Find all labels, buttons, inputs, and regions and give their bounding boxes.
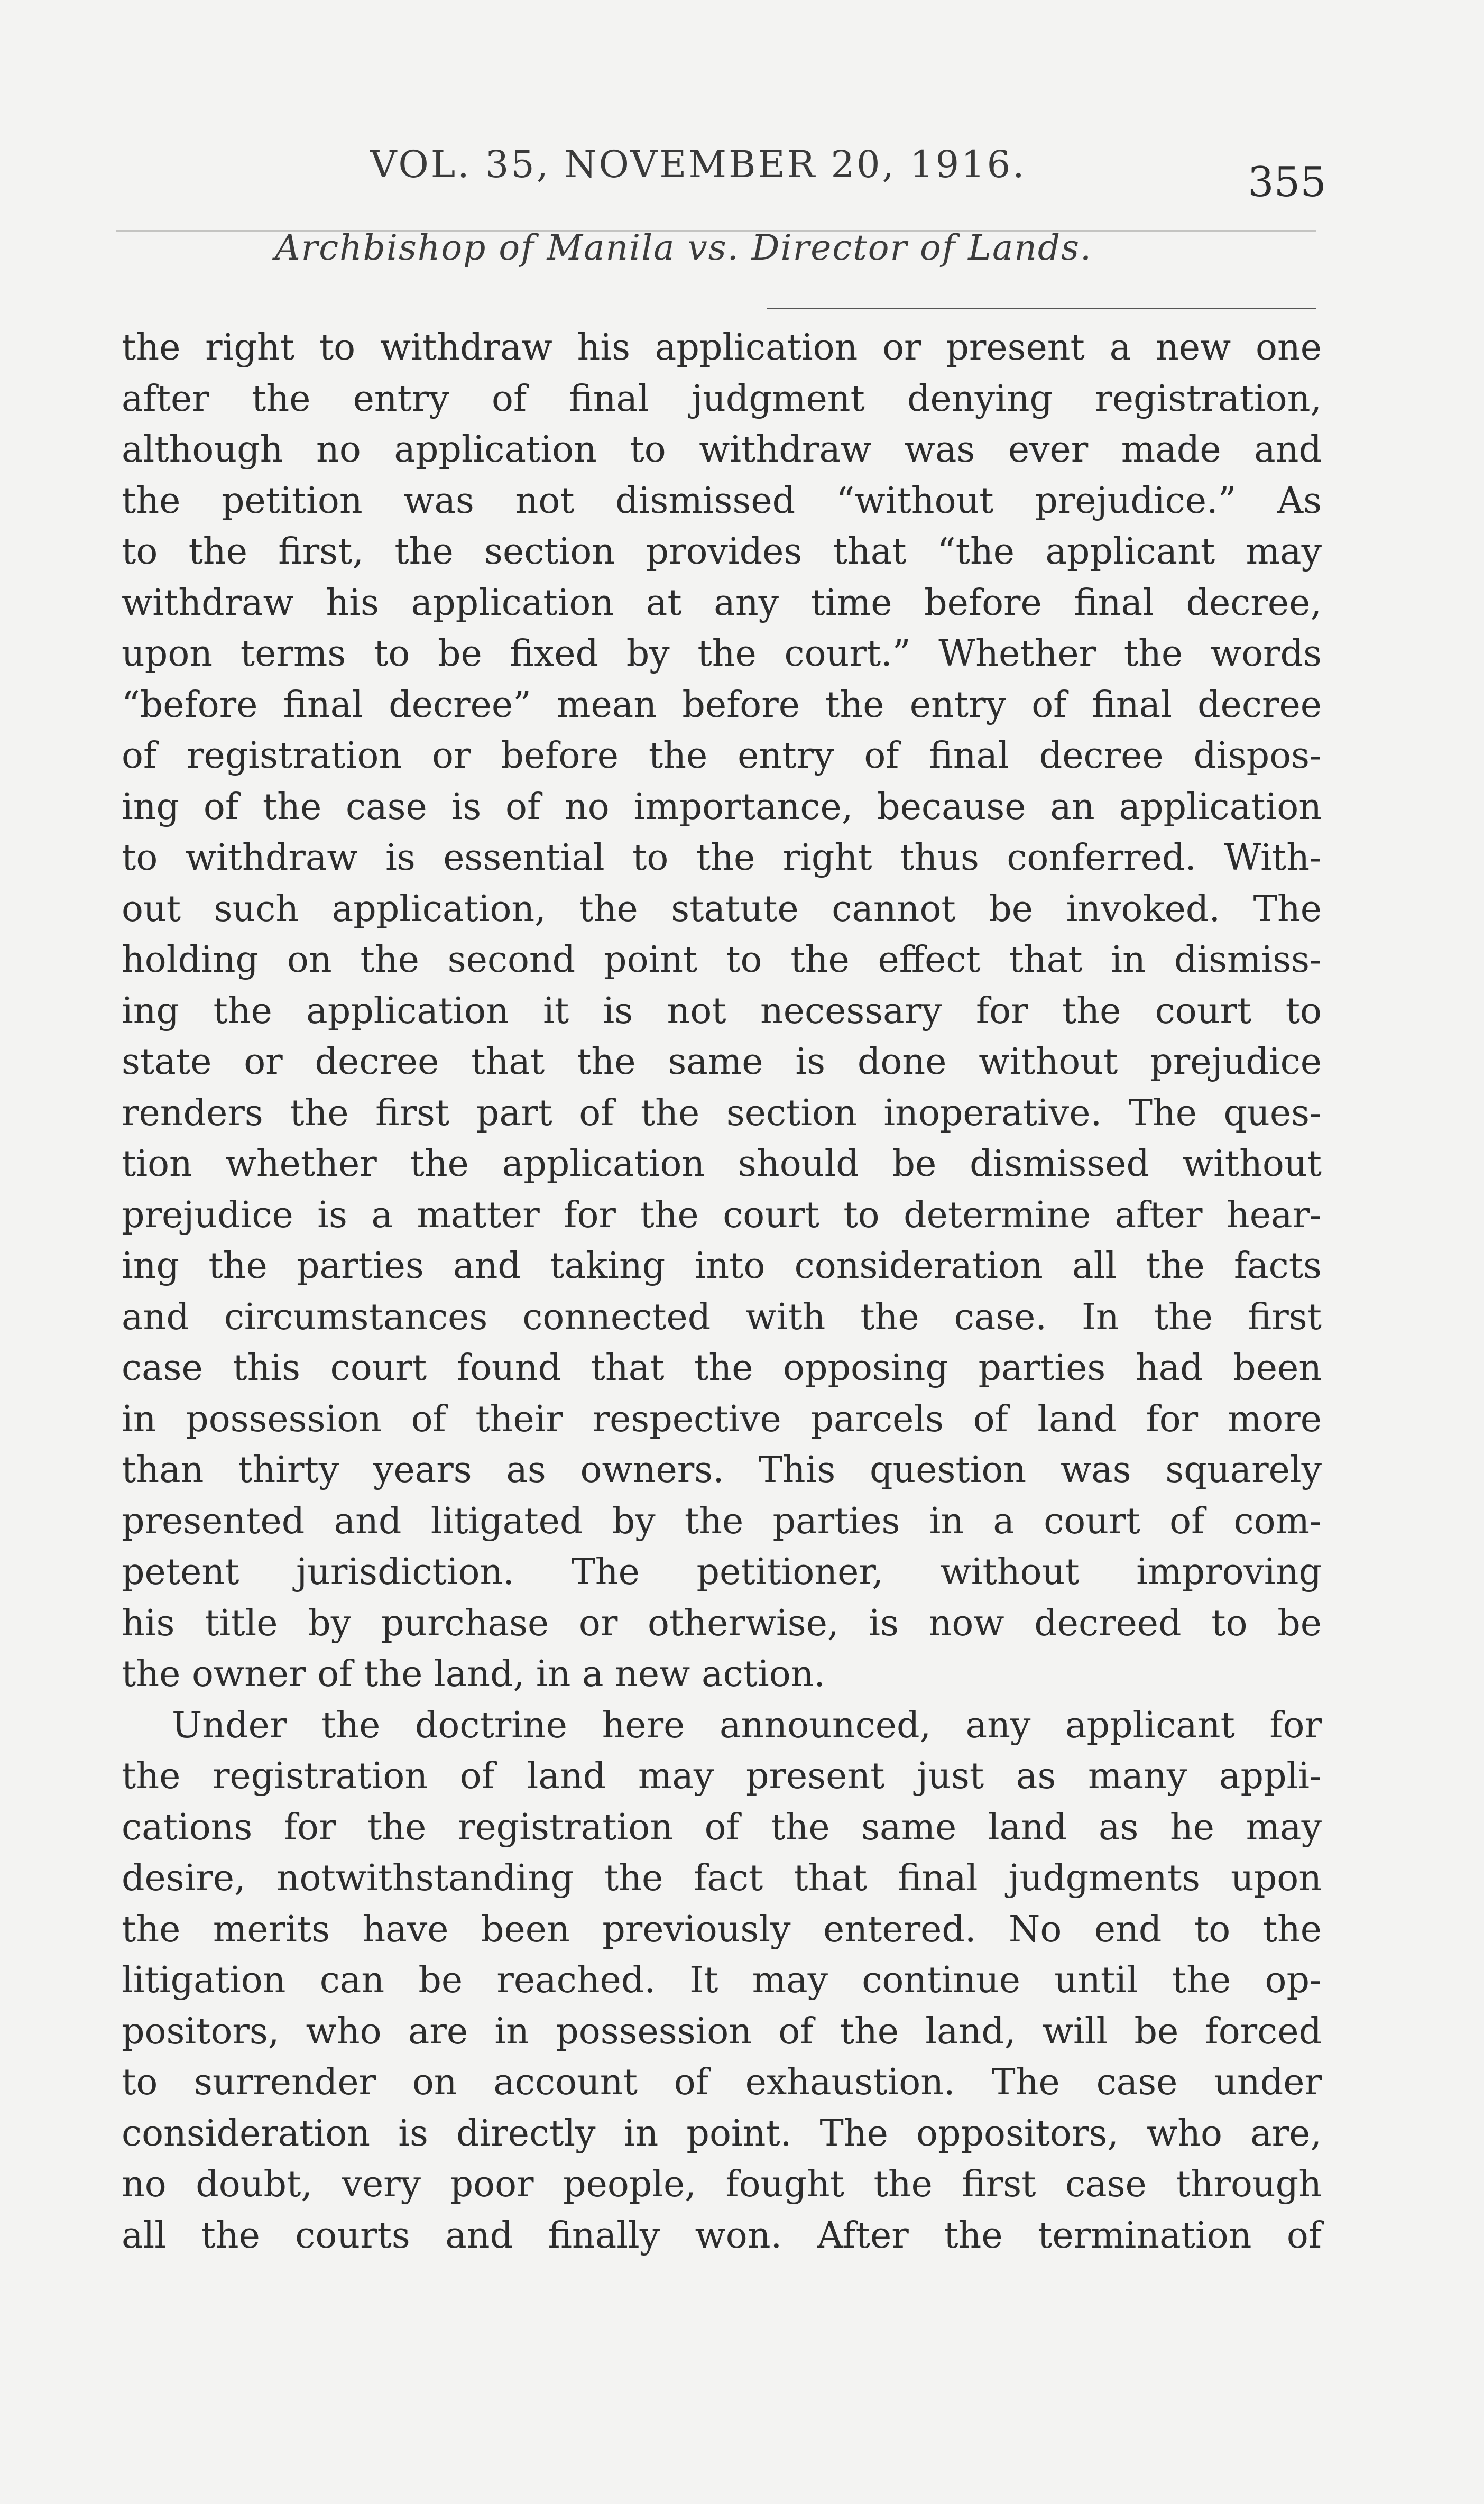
text-line: of registration or before the entry of final decree dispos- <box>122 735 1322 777</box>
text-line: state or decree that the same is done without prejudice <box>122 1041 1322 1083</box>
body-text <box>122 323 1322 2261</box>
text-line: petent jurisdiction. The petitioner, without improving <box>122 1551 1322 1593</box>
text-line: upon terms to be fixed by the court.” Whether the words <box>122 633 1322 675</box>
text-line: the right to withdraw his application or present a new one <box>122 327 1322 369</box>
text-line: the owner of the land, in a new action. <box>122 1653 826 1695</box>
text-line: “before final decree” mean before the entry of final decree <box>122 684 1322 726</box>
text-line: ing the application it is not necessary for the court to <box>122 990 1322 1032</box>
page-number: 355 <box>1248 159 1326 206</box>
text-line: all the courts and finally won. After the termination of <box>122 2214 1322 2257</box>
text-line: the merits have been previously entered. No end to the <box>122 1908 1322 1950</box>
text-line: and circumstances connected with the case. In the first <box>122 1296 1322 1338</box>
case-title: Archbishop of Manila vs. Director of Lands. <box>275 227 1092 268</box>
text-line: the petition was not dismissed “without prejudice.” As <box>122 480 1322 522</box>
text-line: prejudice is a matter for the court to determine after hear- <box>122 1194 1322 1236</box>
text-line: positors, who are in possession of the land, will be forced <box>122 2010 1322 2052</box>
text-line: renders the first part of the section inoperative. The ques- <box>122 1092 1322 1134</box>
text-line: Under the doctrine here announced, any applicant for <box>172 1704 1322 1746</box>
text-line: holding on the second point to the effect that in dismiss- <box>122 939 1322 981</box>
text-line: litigation can be reached. It may continue until the op- <box>122 1959 1322 2001</box>
text-line: to withdraw is essential to the right thus conferred. With- <box>122 837 1322 879</box>
text-line: than thirty years as owners. This question was squarely <box>122 1449 1322 1491</box>
text-line: to surrender on account of exhaustion. The case under <box>122 2061 1322 2103</box>
text-line: to the first, the section provides that “the applicant may <box>122 531 1322 573</box>
text-line: cations for the registration of the same land as he may <box>122 1806 1322 1848</box>
running-head: VOL. 35, NOVEMBER 20, 1916. <box>370 143 1027 186</box>
title-rule <box>767 308 1316 309</box>
text-line: the registration of land may present just as many appli- <box>122 1755 1322 1797</box>
text-line: his title by purchase or otherwise, is now decreed to be <box>122 1602 1322 1644</box>
text-line: no doubt, very poor people, fought the first case through <box>122 2164 1322 2205</box>
text-line: ing the parties and taking into consideration all the facts <box>122 1245 1322 1287</box>
text-line: desire, notwithstanding the fact that final judgments upon <box>122 1857 1322 1899</box>
text-line: consideration is directly in point. The oppositors, who are, <box>122 2112 1322 2155</box>
text-line: withdraw his application at any time before final decree, <box>122 582 1322 624</box>
text-line: case this court found that the opposing parties had been <box>122 1347 1322 1389</box>
text-line: in possession of their respective parcels of land for more <box>122 1398 1322 1440</box>
text-line: presented and litigated by the parties in a court of com- <box>122 1500 1322 1542</box>
text-line: out such application, the statute cannot be invoked. The <box>122 888 1322 930</box>
text-line: although no application to withdraw was ever made and <box>122 429 1322 471</box>
text-line: ing of the case is of no importance, because an application <box>122 786 1322 828</box>
text-line: tion whether the application should be dismissed without <box>122 1143 1322 1185</box>
text-line: after the entry of final judgment denying registration, <box>122 378 1322 420</box>
